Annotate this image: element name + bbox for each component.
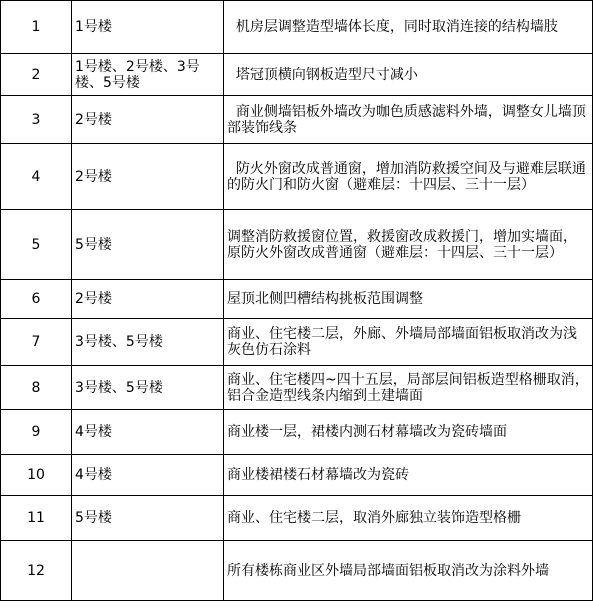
table-row	[1, 54, 593, 96]
row-number: 5	[1, 210, 72, 280]
building-cell: 1号楼、2号楼、3号楼、5号楼	[72, 54, 224, 96]
table-row	[1, 410, 593, 455]
row-number: 11	[1, 496, 72, 541]
description-cell: 屋顶北侧凹槽结构挑板范围调整	[224, 280, 593, 319]
table-row	[1, 280, 593, 319]
building-cell: 4号楼	[72, 410, 224, 455]
description-cell: 商业侧墙铝板外墙改为咖色质感滤料外墙，调整女儿墙顶部装饰线条	[224, 96, 593, 144]
row-number: 6	[1, 280, 72, 319]
building-cell: 5号楼	[72, 496, 224, 541]
row-number: 2	[1, 54, 72, 96]
description-cell: 商业楼裙楼石材幕墙改为瓷砖	[224, 455, 593, 496]
description-cell: 塔冠顶横向钢板造型尺寸减小	[224, 54, 593, 96]
table-row	[1, 496, 593, 541]
building-cell: 2号楼	[72, 280, 224, 319]
table-row	[1, 210, 593, 280]
row-number: 8	[1, 366, 72, 410]
building-cell: 5号楼	[72, 210, 224, 280]
description-cell: 商业、住宅楼四~四十五层，局部层间铝板造型格栅取消，铝合金造型线条内缩到土建墙面	[224, 366, 593, 410]
building-cell: 2号楼	[72, 144, 224, 210]
description-cell: 机房层调整造型墙体长度，同时取消连接的结构墙肢	[224, 1, 593, 54]
row-number: 9	[1, 410, 72, 455]
building-cell: 3号楼、5号楼	[72, 366, 224, 410]
row-number: 7	[1, 319, 72, 366]
description-cell: 商业楼一层，裙楼内测石材幕墙改为瓷砖墙面	[224, 410, 593, 455]
row-number: 1	[1, 1, 72, 54]
building-cell: 4号楼	[72, 455, 224, 496]
table-row	[1, 541, 593, 601]
building-cell: 2号楼	[72, 96, 224, 144]
description-cell: 调整消防救援窗位置，救援窗改成救援门，增加实墙面，原防火外窗改成普通窗（避难层：十四层、三十一层）	[224, 210, 593, 280]
row-number: 4	[1, 144, 72, 210]
description-cell: 所有楼栋商业区外墙局部墙面铝板取消改为涂料外墙	[224, 541, 593, 601]
table-row	[1, 144, 593, 210]
description-cell: 商业、住宅楼二层，取消外廊独立装饰造型格栅	[224, 496, 593, 541]
row-number: 12	[1, 541, 72, 601]
table-row	[1, 319, 593, 366]
building-cell: 1号楼	[72, 1, 224, 54]
row-number: 3	[1, 96, 72, 144]
table-row	[1, 455, 593, 496]
description-cell: 防火外窗改成普通窗，增加消防救援空间及与避难层联通的防火门和防火窗（避难层：十四层、三十一层）	[224, 144, 593, 210]
table-row	[1, 96, 593, 144]
building-cell: 3号楼、5号楼	[72, 319, 224, 366]
row-number: 10	[1, 455, 72, 496]
description-cell: 商业、住宅楼二层，外廊、外墙局部墙面铝板取消改为浅灰色仿石涂料	[224, 319, 593, 366]
table-row	[1, 1, 593, 54]
building-cell	[72, 541, 224, 601]
table-row	[1, 366, 593, 410]
